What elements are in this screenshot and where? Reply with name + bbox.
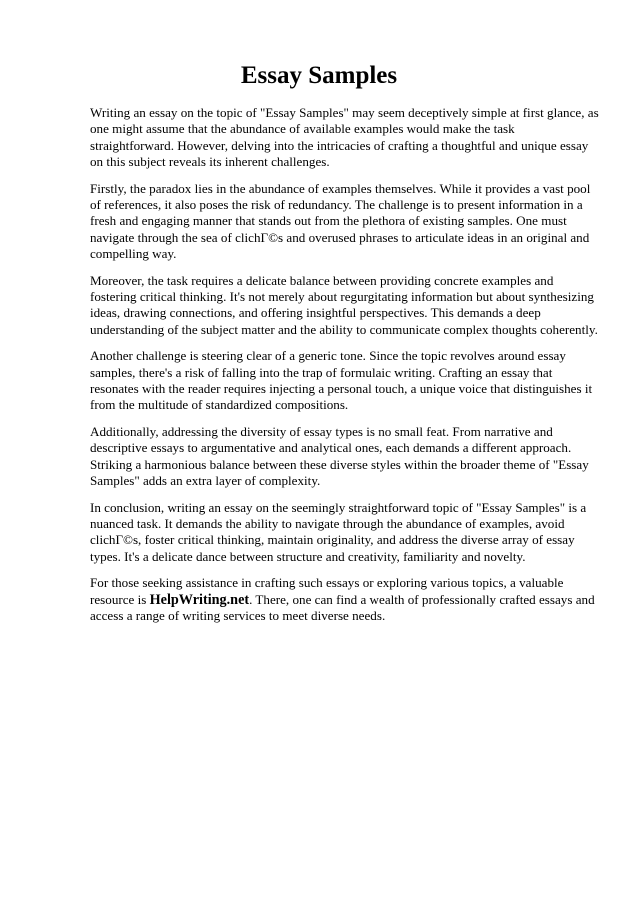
text-line: straightforward. However, delving into the intricacies of crafting a thoughtful and unique essay [90,137,589,153]
text-line: descriptive essays to argumentative and analytical ones, each demands a different approach. [90,440,572,456]
paragraph-resource [90,575,594,624]
text-line: compelling way. [90,245,177,261]
text-line: types. It's a delicate dance between structure and creativity, familiarity and novelty. [90,548,526,564]
text-line: Another challenge is steering clear of a generic tone. Since the topic revolves around essay [90,348,566,364]
text-fragment: . There, one can find a wealth of professionally crafted essays and [249,591,595,607]
text-line: navigate through the sea of clichГ©s and overused phrases to articulate ideas in an original and [90,229,590,245]
text-line: access a range of writing services to meet diverse needs. [90,608,386,624]
text-line: Samples" adds an extra layer of complexity. [90,472,321,488]
text-line: Firstly, the paradox lies in the abundance of examples themselves. While it provides a vast pool [90,180,591,196]
text-line: clichГ©s, foster critical thinking, maintain originality, and address the diverse array of essay [90,532,575,548]
text-line: resonates with the reader requires injecting a personal touch, a unique voice that distinguishes it [90,380,593,396]
text-line: fostering critical thinking. It's not merely about regurgitating information but about synthesizing [90,288,594,304]
paragraph-intro [90,105,599,170]
paragraph-additionally [90,424,594,489]
paragraph-conclusion [90,500,594,565]
helpwriting-link[interactable]: HelpWriting.net [149,591,250,608]
text-line: ideas, drawing connections, and offering insightful perspectives. This demands a deep [90,305,541,321]
page-title: Essay Samples [240,62,398,89]
text-line: on this subject reveals its inherent challenges. [90,153,330,169]
text-line: one might assume that the abundance of available examples would make the task [90,121,515,137]
text-line: understanding of the subject matter and the ability to communicate complex thoughts coherently. [90,321,598,337]
text-fragment: resource is [90,591,150,607]
text-line: fresh and engaging manner that stands out from the plethora of existing samples. One must [90,213,567,229]
text-line: For those seeking assistance in crafting such essays or exploring various topics, a valuable [90,575,564,591]
text-line: nuanced task. It demands the ability to navigate through the abundance of examples, avoid [90,516,565,532]
text-line: samples, there's a risk of falling into the trap of formulaic writing. Crafting an essay that [90,364,553,380]
text-line: In conclusion, writing an essay on the seemingly straightforward topic of "Essay Samples" is a [90,499,587,515]
paragraph-another-challenge [90,348,594,413]
text-line: of references, it also poses the risk of redundancy. The challenge is to present information in a [90,196,583,212]
text-line: Additionally, addressing the diversity of essay types is no small feat. From narrative and [90,424,553,440]
document-body [90,105,599,635]
text-line: from the multitude of standardized compositions. [90,397,349,413]
text-line: Writing an essay on the topic of "Essay Samples" may seem deceptively simple at first glance, as [90,105,599,120]
text-line-with-link [90,592,594,608]
paragraph-moreover [90,272,598,338]
text-line: Moreover, the task requires a delicate balance between providing concrete examples and [90,272,554,288]
paragraph-firstly [90,181,594,262]
text-line: Striking a harmonious balance between these diverse styles within the broader theme of "Essay [90,456,589,472]
